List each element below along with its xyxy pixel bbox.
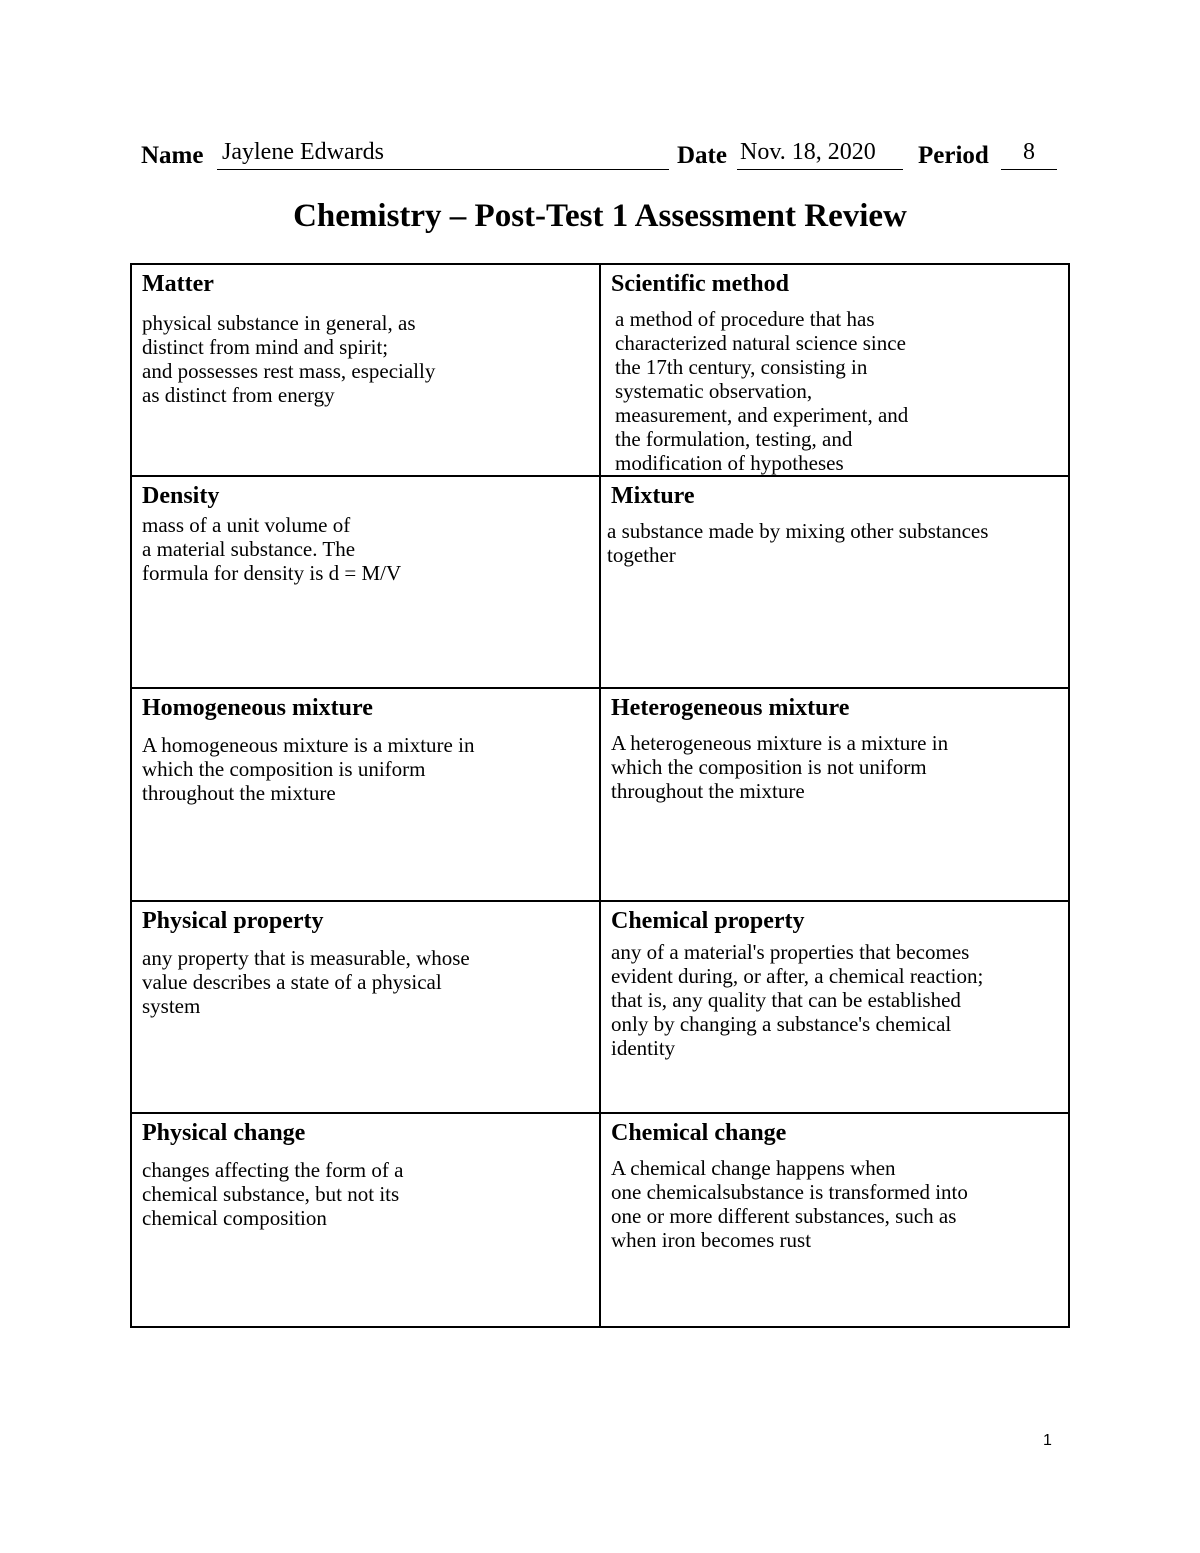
term-title: Homogeneous mixture xyxy=(142,695,373,722)
terms-grid xyxy=(130,263,1070,1328)
term-title: Mixture xyxy=(611,483,695,510)
term-title: Heterogeneous mixture xyxy=(611,695,850,722)
term-cell-density xyxy=(132,477,601,689)
term-title: Chemical change xyxy=(611,1119,787,1146)
term-cell-matter xyxy=(132,265,601,477)
page-number: 1 xyxy=(1043,1432,1052,1449)
term-title: Scientific method xyxy=(611,271,789,297)
term-title: Chemical property xyxy=(611,907,805,934)
name-label: Name xyxy=(141,142,204,169)
term-definition: changes affecting the form of a chemical substance, but not its chemical composition xyxy=(142,1157,404,1230)
page-title: Chemistry – Post-Test 1 Assessment Review xyxy=(293,198,907,234)
header-line xyxy=(141,138,1061,178)
term-title: Matter xyxy=(142,271,214,297)
term-definition: any property that is measurable, whose value describes a state of a physical system xyxy=(142,945,470,1018)
name-value: Jaylene Edwards xyxy=(222,139,384,165)
term-title: Physical property xyxy=(142,907,324,934)
date-field[interactable] xyxy=(737,139,903,170)
term-cell-homogeneous-mixture xyxy=(132,689,601,901)
term-definition: a substance made by mixing other substances together xyxy=(607,519,989,568)
term-cell-physical-change xyxy=(132,1114,601,1326)
date-label: Date xyxy=(677,142,727,169)
term-definition: A heterogeneous mixture is a mixture in which the composition is not uniform throughout the mixture xyxy=(611,731,949,804)
term-cell-physical-property xyxy=(132,902,601,1114)
term-definition: mass of a unit volume of a material substance. The formula for density is d = M/V xyxy=(142,513,402,586)
term-cell-chemical-change xyxy=(601,1114,1070,1326)
term-cell-heterogeneous-mixture xyxy=(601,689,1070,901)
term-definition: physical substance in general, as distinct from mind and spirit; and possesses rest mass, especially as distinct from energy xyxy=(142,311,436,407)
term-cell-chemical-property xyxy=(601,902,1070,1114)
term-cell-scientific-method xyxy=(601,265,1070,477)
period-field[interactable] xyxy=(1001,139,1057,170)
term-definition: a method of procedure that has characterized natural science since the 17th century, consisting in systematic observation, measurement, and experiment, and the formulation, testing, and modification of hypotheses xyxy=(615,307,909,475)
date-value: Nov. 18, 2020 xyxy=(740,139,876,165)
term-definition: A homogeneous mixture is a mixture in which the composition is uniform throughout the mixture xyxy=(142,733,475,806)
term-definition: A chemical change happens when one chemicalsubstance is transformed into one or more different substances, such as when iron becomes rust xyxy=(611,1155,968,1252)
period-value: 8 xyxy=(1023,139,1035,165)
period-label: Period xyxy=(918,142,989,169)
name-field[interactable] xyxy=(217,139,669,170)
term-title: Density xyxy=(142,483,220,510)
term-cell-mixture xyxy=(601,477,1070,689)
term-definition: any of a material's properties that becomes evident during, or after, a chemical reaction; that is, any quality that can be established only by changing a substance's chemical identity xyxy=(611,939,984,1060)
term-title: Physical change xyxy=(142,1119,306,1146)
